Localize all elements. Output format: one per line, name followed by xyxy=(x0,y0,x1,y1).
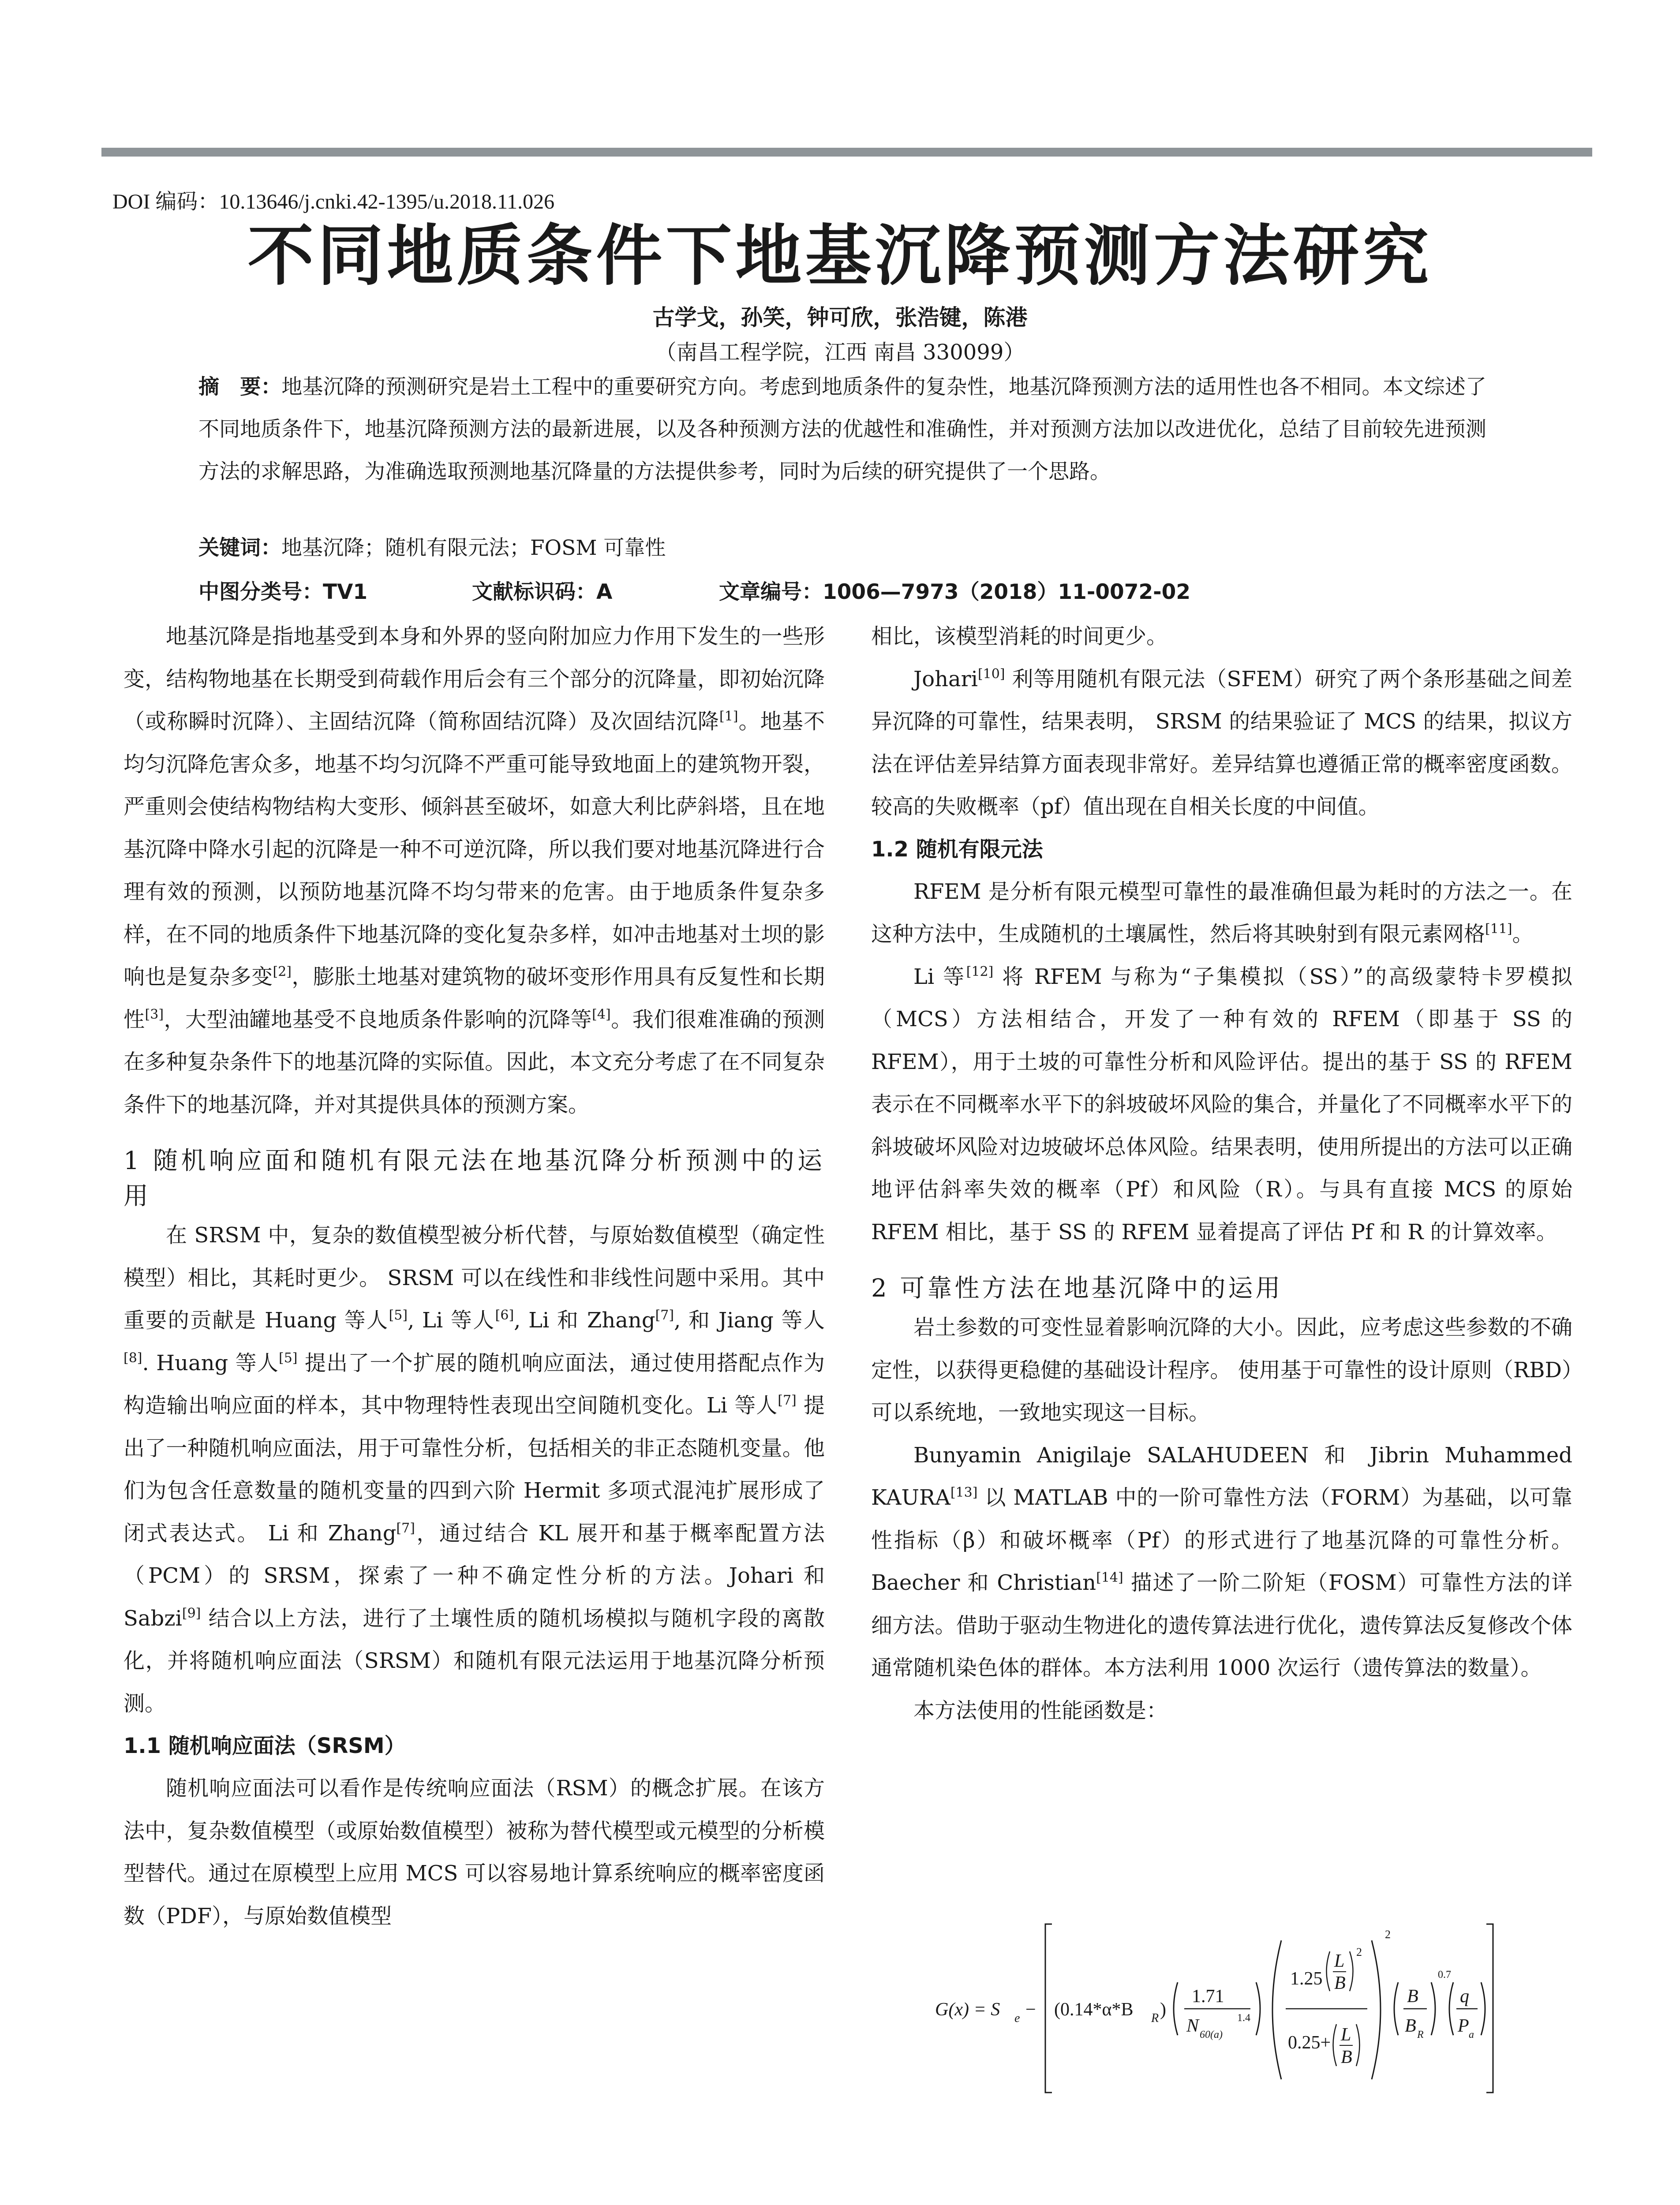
svg-text:B: B xyxy=(1341,2047,1352,2067)
keywords xyxy=(198,531,1486,561)
svg-text:60(a): 60(a) xyxy=(1200,2029,1223,2041)
section-heading-1: 1 随机响应面和随机有限元法在地基沉降分析预测中的运用 xyxy=(123,1147,825,1211)
svg-text:R: R xyxy=(1417,2029,1424,2041)
svg-text:N: N xyxy=(1186,2016,1199,2036)
affiliation: （南昌工程学院，江西 南昌 330099） xyxy=(655,340,1025,365)
left-column xyxy=(123,615,825,1937)
keywords-label: 关键词： xyxy=(198,536,281,560)
svg-text:q: q xyxy=(1460,1986,1469,2007)
keywords-text: 地基沉降；随机有限元法；FOSM 可靠性 xyxy=(281,536,666,560)
continuation-paragraph: 相比，该模型消耗的时间更少。 xyxy=(871,624,1168,649)
svg-text:B: B xyxy=(1405,2016,1416,2036)
svg-text:0.25+: 0.25+ xyxy=(1288,2033,1331,2053)
header-rule xyxy=(101,148,1592,157)
right-column xyxy=(871,615,1572,1732)
abstract-text: 地基沉降的预测研究是岩土工程中的重要研究方向。考虑到地质条件的复杂性，地基沉降预测方法的适用性也各不相同。本文综述了不同地质条件下，地基沉降预测方法的最新进展，以及各种预测方法的优越性和准确性，并对预测方法加以改进优化，总结了目前较先进预测方法的求解思路，为准确选取预测地基沉降量的方法提供参考，同时为后续的研究提供了一个思路。 xyxy=(198,375,1487,484)
svg-text:P: P xyxy=(1458,2016,1469,2036)
srsm-paragraph: 在 SRSM 中，复杂的数值模型被分析代替，与原始数值模型（确定性模型）相比，其耗时更少。 SRSM 可以在线性和非线性问题中采用。其中重要的贡献是 Huang 等人[5], Li 等人[6], Li 和 Zhang[7], 和 Jiang 等人[8]. Huang 等人[5] 提出了一个扩展的随机响应面法，通过使用搭配点作为构造输出响应面的样本，其中物理特性表现出空间随机变化。Li 等人[7] 提出了一种随机响应面法，用于可靠性分析，包括相关的非正态随机变量。他们为包含任意数量的随机变量的四到六阶 Hermit 多项式混沌扩展形成了闭式表达式。 Li 和 Zhang[7]，通过结合 KL 展开和基于概率配置方法（PCM）的 SRSM，探索了一种不确定性分析的方法。Johari 和 Sabzi[9] 结合以上方法，进行了土壤性质的随机场模拟与随机字段的离散化，并将随机响应面法（SRSM）和随机有限元法运用于地基沉降分析预测。 xyxy=(123,1223,825,1716)
document-code: 文献标识码：A xyxy=(472,580,613,604)
svg-text:2: 2 xyxy=(1356,1946,1362,1958)
svg-text:e: e xyxy=(1014,2011,1020,2025)
rsm-paragraph: 随机响应面法可以看作是传统响应面法（RSM）的概念扩展。在该方法中，复杂数值模型（或原始数值模型）被称为替代模型或元模型的分析模型替代。通过在原模型上应用 MCS 可以容易地计算系统响应的概率密度函数（PDF），与原始数值模型 xyxy=(123,1776,825,1928)
svg-text:B: B xyxy=(1407,1986,1418,2007)
svg-text:−: − xyxy=(1025,1999,1036,2020)
section-heading-2: 2 可靠性方法在地基沉降中的运用 xyxy=(871,1274,1283,1303)
svg-text:0.7: 0.7 xyxy=(1438,1969,1451,1981)
svg-text:1.25: 1.25 xyxy=(1290,1969,1323,1989)
svg-text:L: L xyxy=(1334,1951,1345,1971)
johari-paragraph: Johari[10] 利等用随机有限元法（SFEM）研究了两个条形基础之间差异沉降的可靠性，结果表明， SRSM 的结果验证了 MCS 的结果，拟议方法在评估差异结算方面表现非常好。差异结算也遵循正常的概率密度函数。较高的失败概率（pf）值出现在自相关长度的中间值。 xyxy=(871,666,1572,819)
svg-text:a: a xyxy=(1469,2029,1474,2041)
svg-text:B: B xyxy=(1334,1973,1346,1993)
performance-function-intro: 本方法使用的性能函数是： xyxy=(913,1698,1168,1723)
intro-paragraph: 地基沉降是指地基受到本身和外界的竖向附加应力作用下发生的一些形变，结构物地基在长期受到荷载作用后会有三个部分的沉降量，即初始沉降（或称瞬时沉降）、主固结沉降（简称固结沉降）及次固结沉降[1]。地基不均匀沉降危害众多，地基不均匀沉降不严重可能导致地面上的建筑物开裂，严重则会使结构物结构大变形、倾斜甚至破坏，如意大利比萨斜塔，且在地基沉降中降水引起的沉降是一种不可逆沉降，所以我们要对地基沉降进行合理有效的预测，以预防地基沉降不均匀带来的危害。由于地质条件复杂多样，在不同的地质条件下地基沉降的变化复杂多样，如冲击地基对土坝的影响也是复杂多变[2]，膨胀土地基对建筑物的破坏变形作用具有反复性和长期性[3]，大型油罐地基受不良地质条件影响的沉降等[4]。我们很难准确的预测在多种复杂条件下的地基沉降的实际值。因此，本文充分考虑了在不同复杂条件下的地基沉降，并对其提供具体的预测方案。 xyxy=(123,624,825,1117)
author-list: 古学戈，孙笑，钟可欣，张浩键，陈港 xyxy=(652,305,1028,330)
subsection-heading-1-2: 1.2 随机有限元法 xyxy=(871,837,1043,862)
doi-line: DOI 编码：10.13646/j.cnki.42-1395/u.2018.11.026 xyxy=(112,190,555,213)
svg-text:G(x) = S: G(x) = S xyxy=(935,1999,1000,2020)
svg-text:): ) xyxy=(1160,1999,1166,2020)
page-footer xyxy=(101,2201,476,2205)
classification-row xyxy=(198,576,1486,605)
svg-text:(0.14*α*B: (0.14*α*B xyxy=(1054,1999,1134,2020)
li-paragraph: Li 等[12] 将 RFEM 与称为“子集模拟（SS）”的高级蒙特卡罗模拟（MCS）方法相结合，开发了一种有效的 RFEM（即基于 SS 的 RFEM），用于土坡的可靠性分析和风险评估。提出的基于 SS 的 RFEM 表示在不同概率水平下的斜坡破坏风险的集合，并量化了不同概率水平下的斜坡破坏风险对边坡破坏总体风险。结果表明，使用所提出的方法可以正确地评估斜率失效的概率（Pf）和风险（R）。与具有直接 MCS 的原始 RFEM 相比，基于 SS 的 RFEM 显着提高了评估 Pf 和 R 的计算效率。 xyxy=(871,964,1572,1245)
svg-text:1.4: 1.4 xyxy=(1237,2012,1250,2024)
abstract xyxy=(198,366,1486,493)
subsection-heading-1-1: 1.1 随机响应面法（SRSM） xyxy=(123,1734,406,1758)
paper-title: 不同地质条件下地基沉降预测方法研究 xyxy=(247,217,1433,295)
svg-text:1.71: 1.71 xyxy=(1192,1986,1224,2007)
abstract-label: 摘 要： xyxy=(198,375,282,399)
performance-function-formula xyxy=(878,1916,1513,2101)
form-paragraph: Bunyamin Anigilaje SALAHUDEEN 和 Jibrin Muhammed KAURA[13] 以 MATLAB 中的一阶可靠性方法（FORM）为基础，以可靠性指标（β）和破坏概率（Pf）的形式进行了地基沉降的可靠性分析。Baecher 和 Christian[14] 描述了一阶二阶矩（FOSM）可靠性方法的详细方法。借助于驱动生物进化的遗传算法进行优化，遗传算法反复修改个体通常随机染色体的群体。本方法利用 1000 次运行（遗传算法的数量）。 xyxy=(871,1443,1572,1680)
svg-text:L: L xyxy=(1341,2025,1351,2045)
reliability-paragraph: 岩土参数的可变性显着影响沉降的大小。因此，应考虑这些参数的不确定性，以获得更稳健的基础设计程序。 使用基于可靠性的设计原则（RBD）可以系统地，一致地实现这一目标。 xyxy=(871,1315,1572,1425)
svg-text:2: 2 xyxy=(1385,1928,1391,1941)
clc-number: 中图分类号：TV1 xyxy=(198,580,368,604)
article-number: 文章编号：1006—7973（2018）11-0072-02 xyxy=(719,580,1191,604)
rfem-paragraph: RFEM 是分析有限元模型可靠性的最准确但最为耗时的方法之一。在这种方法中，生成随机的土壤属性，然后将其映射到有限元素网格[11]。 xyxy=(871,879,1572,946)
svg-text:R: R xyxy=(1151,2011,1159,2025)
